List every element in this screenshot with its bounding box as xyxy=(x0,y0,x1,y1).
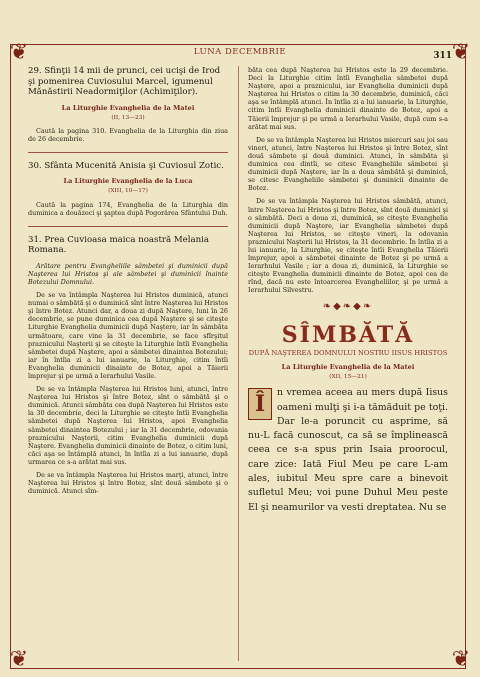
liturgy-heading: La Liturghie Evanghelia de la Luca xyxy=(63,177,193,186)
corner-ornament-icon: ❦ xyxy=(451,647,471,672)
running-header: LUNA DECEMBRIE xyxy=(193,47,287,57)
section-title: 30. Sfânta Mucenită Anisia şi Cuviosul Zotic. xyxy=(28,160,224,171)
corner-ornament-icon: ❦ xyxy=(9,647,29,672)
paragraph: băta cea după Naşterea lui Hristos este la 29 decembrie. Deci la Liturghie citim întîi Evanghelia sâmbetei după Naştere, apoi a praznicului, iar Evanghelia duminicii după Naşterea lui Hristos o citim la 30 decembrie, duminică, căci aşa se întâmplă atunci. În întîia zi a lui ianuarie, la Liturghie, citim întîi Evanghelia duminicii dinainte de Botez, apoi a Tăierii împrejur şi pe urmă a Ierarhului Vasile, după cum s-a arătat mai sus. xyxy=(248,66,448,131)
instruction-note: Arătare pentru Evangheliile sâmbetei şi duminicii după Naşterea lui Hristos şi ale sâmbetei şi duminicii înainte Botezului Domnului. xyxy=(28,261,228,286)
day-title: SÎMBĂTĂ xyxy=(281,321,415,348)
right-column xyxy=(248,66,448,515)
paragraph: Caută la pagina 310. Evanghelia de la Liturghia din ziua de 26 decembrie. xyxy=(28,126,228,143)
paragraph: De se va întâmpla Naşterea lui Hristos miercuri sau joi sau vineri, atunci, între Naşterea lui Hristos şi între Botez, sînt două sâmbete şi două duminici. Atunci, în sâmbăta şi duminica cea dintîi, se citesc Evangheliile sâmbetei şi duminicii după Naştere, iar în a doua sâmbătă şi duminică, se citesc Evangheliile sâmbetei şi duminicii dinainte de Botez. xyxy=(248,135,448,193)
drop-cap-initial: Î xyxy=(248,388,272,420)
liturgy-heading: La Liturghie Evanghelia de la Matei xyxy=(61,103,195,112)
corner-ornament-icon: ❦ xyxy=(451,40,471,65)
column-divider xyxy=(238,66,239,661)
section-title: 31. Prea Cuvioasa maica noastră Melania Romana. xyxy=(28,234,210,256)
left-column xyxy=(28,66,228,500)
scripture-reference: (II, 13—23) xyxy=(111,114,145,121)
section-rule xyxy=(28,152,228,153)
day-subtitle: DUPĂ NAŞTEREA DOMNULUI NOSTRU IISUS HRISTOS xyxy=(248,348,448,357)
liturgy-heading: La Liturghie Evanghelia de la Matei xyxy=(281,363,415,372)
section-rule xyxy=(28,226,228,227)
gospel-body: n vremea aceea au mers după Iisus oameni mulţi şi i-a tămăduit pe toţi. Dar le-a poruncit cu asprime, să nu-L facă cunoscut, ca să se împlinească ceea ce s-a spus prin Isaia proorocul, care zice: Iată Fiul Meu pe care L-am ales, iubitul Meu spre care a binevoit sufletul Meu; voi pune Duhul Meu peste El şi neamurilor va vesti dreptatea. Nu se xyxy=(248,387,448,513)
scripture-reference: (XII, 15—21) xyxy=(329,374,367,381)
paragraph: De se va întâmpla Naşterea lui Hristos luni, atunci, între Naşterea lui Hristos şi între Botez, sînt o sâmbătă şi o duminică. Atunci sâmbăta cea după Naşterea lui Hristos este la 30 decembrie, deci la Liturghie se citeşte întîi Evanghelia sâmbetei după Naşterea lui Hristos, apoi Evanghelia sâmbetei dinaintea Botezului ; iar la 31 decembrie, odovania praznicului Naşterii, citim Evanghelia duminicii după Naştere. Evanghelia duminicii dinainte de Botez, o citim luni, căci aşa se întâmplă atunci, în întîia zi a lui ianuarie, după urmarea ce s-a arătat mai sus. xyxy=(28,385,228,466)
paragraph: Caută la pagina 174, Evanghelia de la Liturghia din duminica a douăzeci şi şaptea după Pogorârea Sfântului Duh. xyxy=(28,200,228,217)
scripture-reference: (XIII, 10—17) xyxy=(108,188,148,195)
ornament-divider-icon: ❧◆❧◆❧ xyxy=(322,300,374,312)
paragraph: De se va întâmpla Naşterea lui Hristos marţi, atunci, între Naşterea lui Hristos şi între Botez, sînt două sâmbete şi o duminică. Atunci sîm- xyxy=(28,471,228,496)
corner-ornament-icon: ❦ xyxy=(9,40,29,65)
page-number: 311 xyxy=(433,51,452,61)
section-title: 29. Sfinţii 14 mii de prunci, cei ucişi de Irod şi pomenirea Cuviosului Marcel, igumenul Mănăstirii Neadormiţilor (Achimiţilor). xyxy=(28,66,221,97)
paragraph: De se va întâmpla Naşterea lui Hristos duminică, atunci numai o sâmbătă şi o duminică sînt între Naşterea lui Hristos şi între Botez. Atunci dar, a doua zi după Naştere, luni în 26 decembrie, se pune duminica cea după Naştere şi se citeşte Liturghie Evanghelia duminicii după Naştere, iar în sâmbăta următoare, care vine la 31 decembrie, se face sfîrşitul praznicului Naşterii şi se citeşte la Liturghie întîi Evanghelia sâmbetei după Naştere, apoi a sâmbetei dinaintea Botezului; iar în întîia zi a lui ianuarie, la Liturghie, citim întîi Evanghelia duminicii dinainte de Botez, apoi a Tăierii împrejur şi pe urmă a Ierarhului Vasile. xyxy=(28,291,228,380)
gospel-text xyxy=(248,386,448,515)
paragraph: De se va întâmpla Naşterea lui Hristos sâmbătă, atunci, între Naşterea lui Hristos şi între Botez, sînt două duminici şi o sâmbătă. Deci a doua zi, duminică, se citeşte Evanghelia duminicii după Naştere, iar Evanghelia sâmbetei după Naşterea lui Hristos, se citeşte vineri, la odovania praznicului Naşterii lui Hristos, la 31 decembrie. În întîia zi a lui ianuarie, la Liturghie, se citeşte întîi Evanghelia Tăierii împrejur, apoi a sâmbetei dinainte de Botez şi pe urmă a Ierarhului Vasile ; iar a doua zi, duminică, la Liturghie se citeşte Evanghelia duminicii dinainte de Botez, apoi cea de rînd, dacă nu este întoarcerea Evangheliilor, şi pe urmă a Ierarhului Silvestru. xyxy=(248,197,448,295)
